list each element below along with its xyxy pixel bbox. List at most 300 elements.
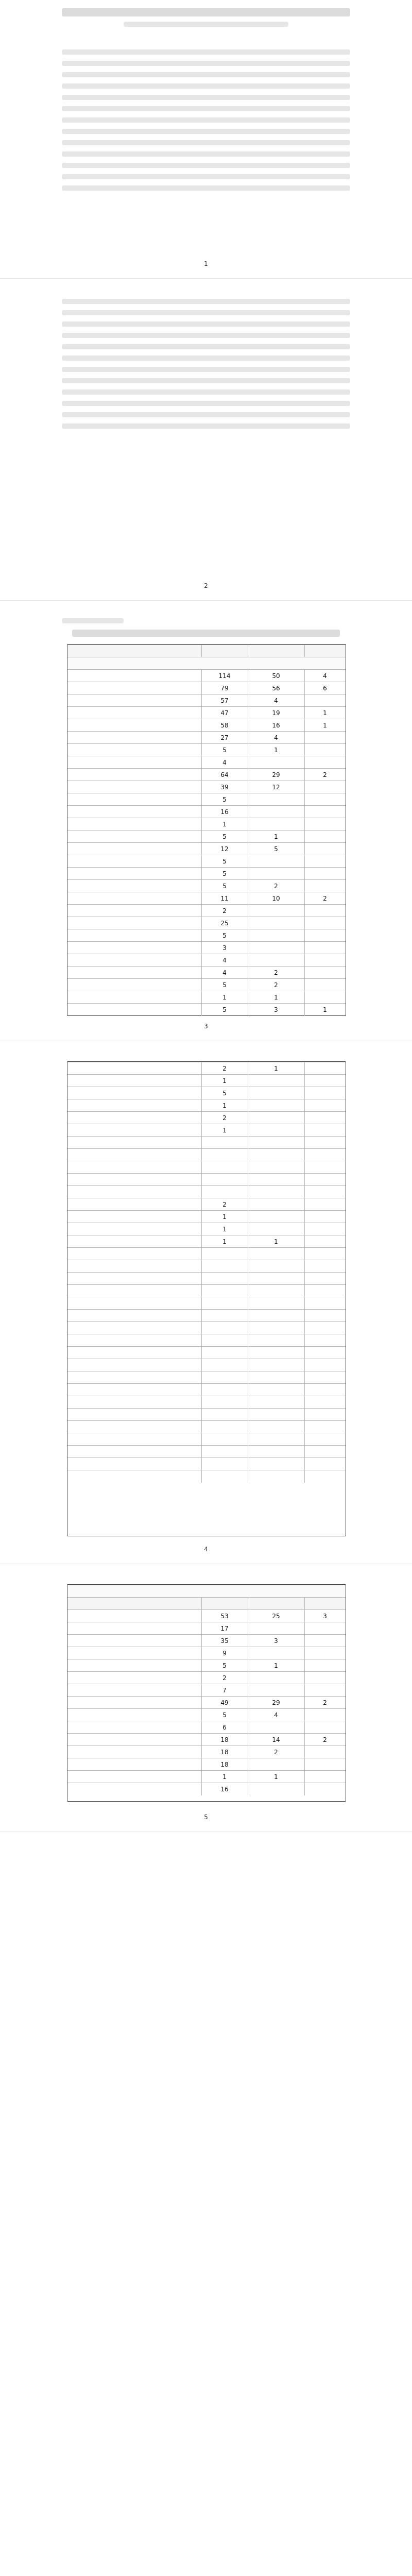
cell-overdue [248,1273,304,1285]
cell-returned [304,942,346,954]
table-row [67,1684,346,1697]
cell-overdue [248,1359,304,1371]
cell-unit [67,806,207,818]
col-divider [201,905,202,917]
col-divider [201,694,202,707]
cell-received: 2 [222,907,227,914]
cell-overdue: 2 [274,1749,278,1756]
cell-returned [304,1746,346,1758]
cell-overdue: 4 [274,697,278,704]
cell-received [201,1297,248,1310]
text-line [62,95,350,100]
col-divider [201,1260,202,1273]
cell-unit [67,1697,207,1709]
cell-returned [304,1396,346,1409]
cell-unit [67,1248,207,1260]
cell-overdue [248,1672,304,1684]
col-divider [201,1746,202,1758]
col-divider [201,1248,202,1260]
cell-received [201,1260,248,1273]
table-row [67,954,346,967]
col-divider [201,1647,202,1659]
cell-received [201,1384,248,1396]
col-divider [304,1598,305,1610]
page-number: 1 [204,260,208,267]
col-divider [201,1421,202,1433]
table-row [67,1062,346,1075]
col-divider [201,1186,202,1198]
col-divider [201,1198,202,1211]
cell-received: 114 [218,672,231,680]
table-row [67,756,346,769]
col-divider [201,1734,202,1746]
cell-unit [67,1659,207,1672]
page-number: 3 [204,1023,208,1030]
table-row [67,1708,346,1721]
col-divider [201,1371,202,1384]
cell-received: 11 [220,895,229,902]
table-row [67,1272,346,1285]
cell-overdue [248,1458,304,1470]
col-divider [201,1384,202,1396]
cell-returned [304,1470,346,1483]
col-divider [201,818,202,831]
col-divider [304,1771,305,1783]
cell-overdue [248,1137,304,1149]
table-row [67,1136,346,1149]
cell-overdue [248,1161,304,1174]
cell-unit [67,1384,207,1396]
cell-unit [67,1647,207,1659]
col-divider [304,1211,305,1223]
cell-returned [304,1709,346,1721]
cell-received: 4 [222,957,227,964]
col-divider [201,1322,202,1334]
cell-returned [304,1384,346,1396]
cell-overdue [248,1322,304,1334]
cell-overdue [248,1186,304,1198]
col-divider [304,793,305,806]
cell-returned: 3 [323,1613,327,1620]
header-col-2 [201,645,248,657]
cell-overdue [248,1087,304,1099]
header-col-1 [67,1598,207,1610]
table-row [67,1433,346,1446]
cell-received [201,1149,248,1161]
col-divider [201,1273,202,1285]
cell-returned [304,954,346,967]
cell-unit [67,1458,207,1470]
table-row [67,768,346,781]
section-title [67,657,351,670]
cell-unit [67,880,207,892]
cell-returned [304,1223,346,1235]
col-divider [201,831,202,843]
col-divider [201,1684,202,1697]
col-divider [304,979,305,991]
cell-received [201,1347,248,1359]
cell-overdue [248,1310,304,1322]
col-divider [304,855,305,868]
cell-unit [67,1746,207,1758]
table-row [67,694,346,707]
cell-unit [67,707,207,719]
col-divider [304,1635,305,1647]
cell-received [201,1285,248,1297]
cell-returned [304,1149,346,1161]
cell-overdue: 25 [272,1613,280,1620]
table-row [67,1099,346,1112]
table-row [67,1087,346,1099]
cell-returned: 4 [323,672,327,680]
date-line [124,22,288,27]
col-divider [304,1622,305,1635]
cell-overdue: 4 [274,734,278,741]
cell-received: 39 [220,784,229,791]
col-divider [201,855,202,868]
cell-returned [304,744,346,756]
table-row [67,1111,346,1124]
cell-unit [67,744,207,756]
cell-unit [67,991,207,1004]
col-divider [201,1223,202,1235]
cell-unit [67,1771,207,1783]
col-divider [201,719,202,732]
col-divider [304,1371,305,1384]
cell-returned [304,1433,346,1446]
cell-returned [304,1635,346,1647]
cell-received [201,1409,248,1421]
text-line [62,163,350,168]
col-divider [201,929,202,942]
cell-overdue [248,1260,304,1273]
text-line [62,321,350,327]
cell-received [201,1446,248,1458]
table-row [67,706,346,719]
col-divider [304,1297,305,1310]
col-divider [304,732,305,744]
cell-overdue: 5 [274,845,278,853]
cell-returned [304,1137,346,1149]
table-row [67,941,346,954]
cell-returned: 2 [323,771,327,778]
col-divider [304,967,305,979]
table-row [67,1284,346,1297]
col-divider [201,1285,202,1297]
cell-overdue: 1 [274,833,278,840]
cell-received: 1 [222,994,227,1001]
cell-unit [67,1124,207,1137]
col-divider [201,1610,202,1622]
cell-received: 3 [222,944,227,952]
cell-returned [304,1359,346,1371]
page-number: 4 [204,1546,208,1553]
col-divider [304,1409,305,1421]
cell-overdue [248,818,304,831]
col-divider [304,831,305,843]
table-row [67,1198,346,1211]
cell-unit [67,756,207,769]
col-divider [201,670,202,682]
col-divider [304,942,305,954]
cell-overdue [248,1384,304,1396]
table-row [67,1745,346,1758]
header-col-3 [248,645,304,657]
cell-overdue: 1 [274,1662,278,1669]
table-row [67,1383,346,1396]
cell-returned [304,1087,346,1099]
col-divider [304,1384,305,1396]
cell-unit [67,1396,207,1409]
col-divider [304,1458,305,1470]
col-divider [304,806,305,818]
cell-received: 5 [222,1711,227,1719]
table-row [67,1758,346,1771]
cell-returned [304,929,346,942]
cell-received: 1 [222,1127,227,1134]
col-divider [304,1359,305,1371]
cell-overdue: 1 [274,994,278,1001]
table-row [67,1074,346,1087]
cell-returned: 1 [323,722,327,729]
col-divider [304,843,305,855]
cell-overdue [248,1446,304,1458]
col-divider [201,979,202,991]
col-divider [304,1721,305,1734]
col-divider [201,1062,202,1075]
text-line [62,401,350,406]
col-divider [201,1433,202,1446]
cell-unit [67,917,207,929]
text-line [62,129,350,134]
col-divider [304,1647,305,1659]
cell-received: 5 [222,833,227,840]
col-divider [201,1004,202,1016]
col-divider [304,756,305,769]
col-divider [304,707,305,719]
cell-received: 1 [222,1773,227,1781]
cell-overdue: 50 [272,672,280,680]
section-title-row [67,1585,346,1598]
cell-returned [304,917,346,929]
cell-overdue [248,1174,304,1186]
cell-overdue: 1 [274,1773,278,1781]
cell-overdue [248,756,304,769]
cell-returned: 2 [323,895,327,902]
cell-received: 53 [220,1613,229,1620]
table-row [67,1733,346,1746]
cell-received [201,1359,248,1371]
col-divider [304,1347,305,1359]
table-row [67,682,346,694]
col-divider [201,1659,202,1672]
cell-unit [67,1161,207,1174]
cell-returned [304,781,346,793]
table-row [67,1185,346,1198]
col-divider [201,1211,202,1223]
cell-received: 18 [220,1749,229,1756]
cell-overdue: 2 [274,981,278,989]
cell-returned: 2 [323,1736,327,1743]
cell-overdue: 29 [272,771,280,778]
stats-table-1 [67,644,346,1016]
col-divider [201,1297,202,1310]
col-divider [304,1161,305,1174]
text-line [62,389,350,395]
cell-received: 1 [222,1077,227,1084]
table-row [67,1210,346,1223]
text-line [62,151,350,157]
cell-returned [304,1310,346,1322]
cell-received: 16 [220,1786,229,1793]
col-divider [304,1004,305,1016]
col-divider [201,1758,202,1771]
cell-overdue [248,855,304,868]
cell-returned [304,1684,346,1697]
cell-overdue [248,1783,304,1795]
table-row [67,669,346,682]
cell-overdue [248,905,304,917]
cell-unit [67,1112,207,1124]
cell-overdue [248,1099,304,1112]
text-line [62,299,350,304]
col-divider [201,707,202,719]
cell-overdue [248,806,304,818]
cell-received [201,1322,248,1334]
cell-received: 35 [220,1637,229,1645]
cell-unit [67,1099,207,1112]
table-row [67,1659,346,1672]
cell-received: 16 [220,808,229,816]
cell-received: 5 [222,883,227,890]
cell-received: 25 [220,920,229,927]
cell-unit [67,967,207,979]
table-row [67,904,346,917]
col-divider [201,806,202,818]
cell-unit [67,1734,207,1746]
col-divider [201,1161,202,1174]
cell-received: 2 [222,1114,227,1122]
cell-overdue [248,1409,304,1421]
cell-unit [67,1297,207,1310]
cell-returned [304,1161,346,1174]
text-line [62,333,350,338]
col-divider [304,1137,305,1149]
col-divider [304,1260,305,1273]
col-divider [304,1470,305,1483]
cell-overdue: 56 [272,685,280,692]
cell-received: 5 [222,1006,227,1013]
table-row [67,991,346,1004]
cell-received: 5 [222,796,227,803]
cell-overdue [248,1371,304,1384]
cell-returned: 6 [323,685,327,692]
cell-received: 57 [220,697,229,704]
cell-unit [67,818,207,831]
col-divider [304,1697,305,1709]
header-col-3 [248,1598,304,1610]
col-divider [201,682,202,694]
cell-returned [304,1458,346,1470]
cell-unit [67,1149,207,1161]
cell-received: 2 [222,1201,227,1208]
cell-unit [67,1709,207,1721]
cell-unit [67,1635,207,1647]
cell-received [201,1248,248,1260]
table-row [67,1458,346,1470]
cell-returned [304,1099,346,1112]
table-row [67,1671,346,1684]
col-divider [304,917,305,929]
cell-unit [67,1622,207,1635]
cell-returned [304,1260,346,1273]
table-row [67,1247,346,1260]
table-row [67,1783,346,1795]
cell-returned [304,1771,346,1783]
text-line [62,72,350,77]
col-divider [304,1684,305,1697]
cell-unit [67,1433,207,1446]
cell-unit [67,1285,207,1297]
cell-unit [67,929,207,942]
text-line [62,344,350,349]
cell-received [201,1421,248,1433]
cell-received [201,1433,248,1446]
cell-unit [67,1446,207,1458]
cell-overdue [248,1285,304,1297]
cell-overdue [248,1112,304,1124]
table-row [67,743,346,756]
col-divider [201,781,202,793]
table-row [67,1297,346,1310]
cell-returned [304,1062,346,1075]
cell-received: 18 [220,1736,229,1743]
col-divider [304,1659,305,1672]
cell-unit [67,1610,207,1622]
col-divider [201,1783,202,1795]
cell-returned [304,1758,346,1771]
cell-received: 5 [222,870,227,877]
cell-overdue [248,1334,304,1347]
cell-returned [304,1421,346,1433]
cell-unit [67,1075,207,1087]
col-divider [201,1347,202,1359]
cell-overdue: 10 [272,895,280,902]
col-divider [304,1099,305,1112]
cell-received: 2 [222,1065,227,1072]
cell-overdue [248,1124,304,1137]
cell-received: 58 [220,722,229,729]
table-row [67,781,346,793]
cell-returned: 2 [323,1699,327,1706]
cell-returned [304,1075,346,1087]
cell-returned [304,991,346,1004]
cell-overdue: 1 [274,1238,278,1245]
table-row [67,879,346,892]
cell-received: 64 [220,771,229,778]
col-divider [304,694,305,707]
cell-received: 2 [222,1674,227,1682]
col-divider [201,769,202,781]
cell-unit [67,781,207,793]
table-row [67,719,346,732]
col-divider [201,1409,202,1421]
cell-returned [304,843,346,855]
cell-received: 5 [222,1662,227,1669]
cell-returned [304,694,346,707]
cell-overdue: 4 [274,1711,278,1719]
cell-overdue: 29 [272,1699,280,1706]
